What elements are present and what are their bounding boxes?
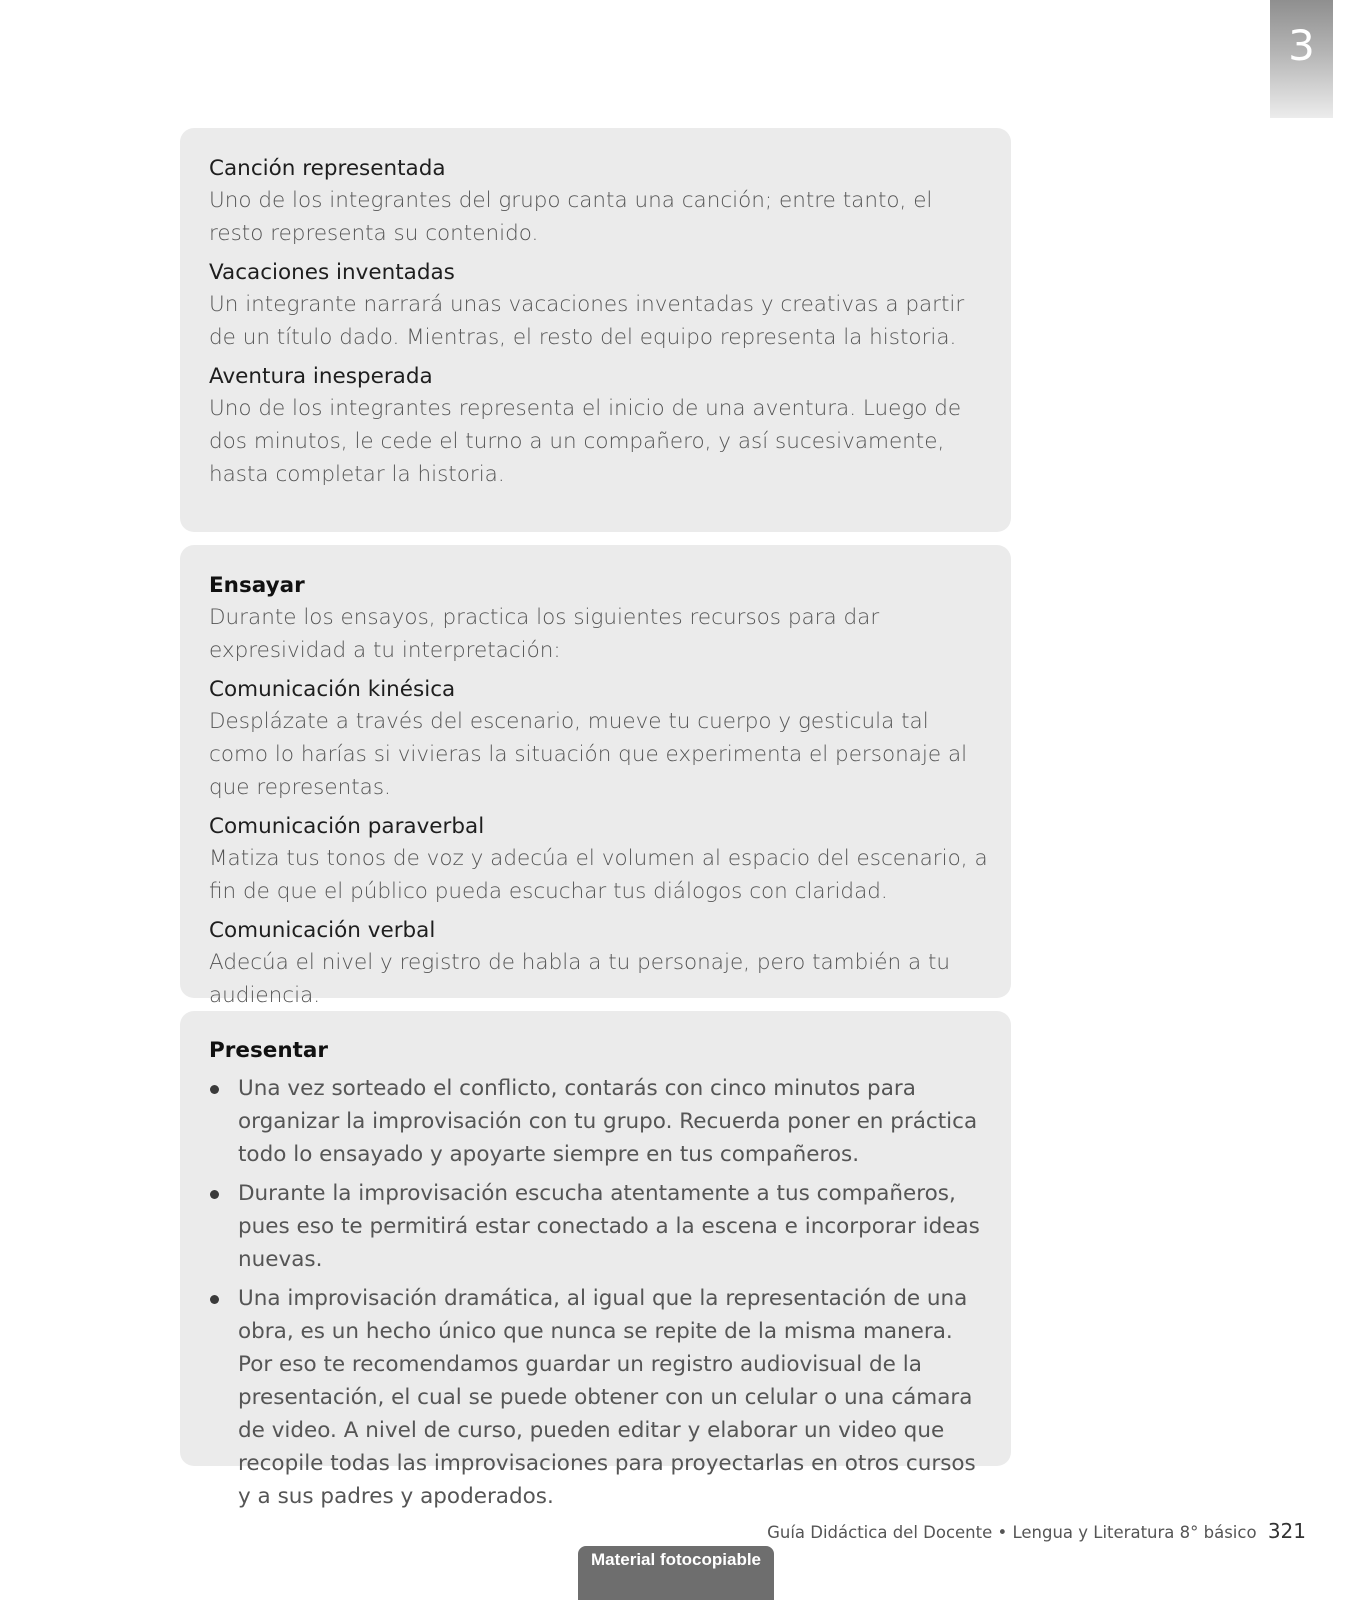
section-text: Uno de los integrantes del grupo canta una canción; entre tanto, el resto representa su contenido. <box>209 188 933 246</box>
list-item-text: Una vez sorteado el conflicto, contarás con cinco minutos para organizar la improvisación con tu grupo. Recuerda poner en práctica todo lo ensayado y apoyarte siempre en tus compañeros. <box>238 1076 978 1167</box>
section-title: Comunicación verbal <box>209 918 436 943</box>
page-number: 321 <box>1267 1519 1306 1543</box>
photocopy-stamp: Material fotocopiable <box>578 1546 774 1600</box>
section-text: Un integrante narrará unas vacaciones inventadas y creativas a partir de un título dado. Mientras, el resto del equipo representa la historia. <box>209 292 965 350</box>
section-aventura <box>209 362 989 491</box>
list-item <box>209 1072 989 1171</box>
ensayar-intro: Durante los ensayos, practica los siguientes recursos para dar expresividad a tu interpretación: <box>209 605 880 663</box>
ensayar-heading: Ensayar <box>209 573 305 598</box>
list-item <box>209 1282 989 1513</box>
presentar-list <box>209 1072 989 1513</box>
section-title: Comunicación paraverbal <box>209 814 485 839</box>
section-title: Comunicación kinésica <box>209 677 456 702</box>
section-kinesica <box>209 675 989 804</box>
list-item-text: Durante la improvisación escucha atentamente a tus compañeros, pues eso te permitirá estar conectado a la escena e incorporar ideas nuevas. <box>238 1181 980 1272</box>
list-item-text: Una improvisación dramática, al igual que la representación de una obra, es un hecho único que nunca se repite de la misma manera. Por eso te recomendamos guardar un registro audiovisual de la presentación, el cual se puede obtener con un celular o una cámara de video. A nivel de curso, pueden editar y elaborar un video que recopile todas las improvisaciones para proyectarlas en otros cursos y a sus padres y apoderados. <box>238 1286 976 1509</box>
section-cancion <box>209 154 989 250</box>
chapter-tab: 3 <box>1270 0 1333 118</box>
section-paraverbal <box>209 812 989 908</box>
section-text: Matiza tus tonos de voz y adecúa el volumen al espacio del escenario, a fin de que el público pueda escuchar tus diálogos con claridad. <box>209 846 988 904</box>
section-text: Desplázate a través del escenario, mueve tu cuerpo y gesticula tal como lo harías si vivieras la situación que experimenta el personaje al que representas. <box>209 709 968 800</box>
ensayar-box <box>180 545 1011 1008</box>
bullet-icon <box>210 1295 219 1304</box>
footer-text: Guía Didáctica del Docente • Lengua y Literatura 8° básico <box>767 1523 1257 1542</box>
bullet-icon <box>210 1085 219 1094</box>
bullet-icon <box>210 1190 219 1199</box>
presentar-heading: Presentar <box>209 1038 329 1063</box>
section-title: Canción representada <box>209 156 446 181</box>
section-verbal <box>209 916 989 1012</box>
section-text: Adecúa el nivel y registro de habla a tu personaje, pero también a tu audiencia. <box>209 950 951 1008</box>
section-text: Uno de los integrantes representa el inicio de una aventura. Luego de dos minutos, le cede el turno a un compañero, y así sucesivamente, hasta completar la historia. <box>209 396 962 487</box>
activities-box <box>180 128 1011 532</box>
section-title: Aventura inesperada <box>209 364 433 389</box>
presentar-box <box>180 1011 1011 1509</box>
section-vacaciones <box>209 258 989 354</box>
section-title: Vacaciones inventadas <box>209 260 455 285</box>
list-item <box>209 1177 989 1276</box>
page-footer <box>767 1519 1306 1543</box>
